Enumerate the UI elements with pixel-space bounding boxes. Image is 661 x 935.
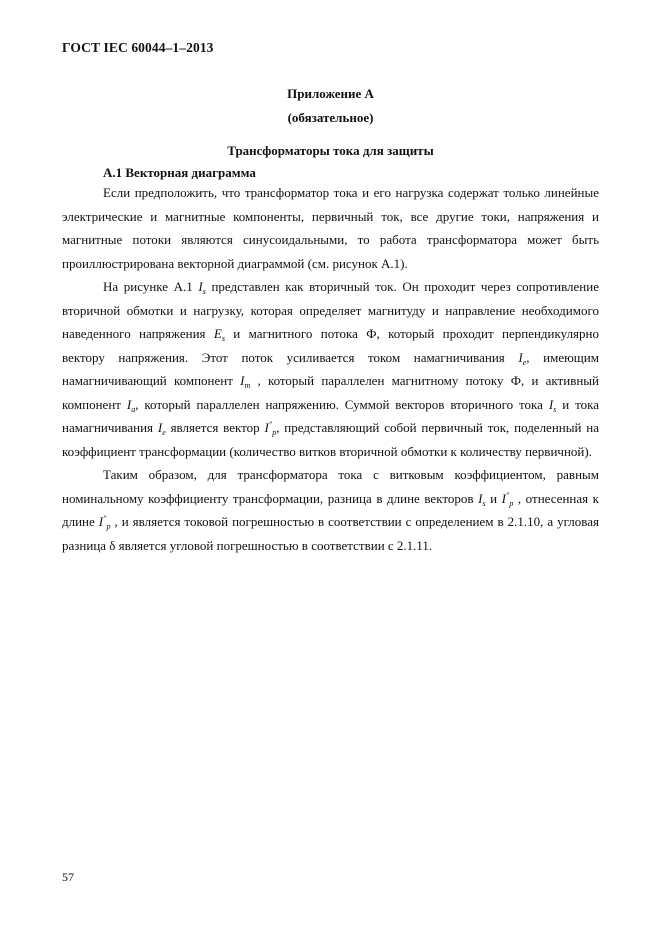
- text-run: является вектор: [165, 420, 265, 435]
- text-run: представлен как вторичный ток. Он проходит через сопротивление вторичной обмотки и нагрузку, которая определяет магнитуду и направление необходимого наведенного напряжения: [62, 279, 599, 341]
- text-run: , имеющим намагничивающий компонент: [62, 349, 599, 388]
- annex-title: Приложение А: [287, 86, 374, 101]
- paragraph-3-text: [62, 463, 599, 557]
- symbol-is: $I_s$: [548, 396, 557, 414]
- symbol-ip-prime: $I^"_p$: [264, 420, 277, 437]
- document-code-header: ГОСТ IEC 60044–1–2013: [62, 40, 214, 55]
- text-run: , отнесенная к длине: [62, 490, 599, 529]
- paragraph-1: [62, 181, 599, 275]
- annex-status: (обязательное): [287, 110, 374, 125]
- symbol-ie: $I_e$: [157, 420, 166, 437]
- symbol-ie: $I_e$: [518, 349, 527, 367]
- page-number: 57: [62, 870, 74, 884]
- symbol-ip-prime: $I^"_p$: [501, 490, 514, 508]
- text-run: и тока намагничивания: [62, 396, 599, 435]
- symbol-ia: $I_a$: [126, 396, 136, 414]
- text-run: и: [485, 490, 502, 506]
- text-run: , который параллелен напряжению. Суммой векторов вторичного тока: [135, 396, 549, 412]
- text-run: , и является токовой погрешностью в соответствии с определением в 2.1.10, а угловая разница δ является угловой погрешностью в соответствии с 2.1.11.: [62, 514, 599, 553]
- paragraph-3: [62, 463, 599, 557]
- section-title: А.1 Векторная диаграмма: [103, 165, 256, 180]
- text-run: и магнитного потока Ф, который проходит перпендикулярно вектору напряжения. Этот поток усиливается током намагничивания: [62, 326, 599, 365]
- symbol-is: $I_s$: [478, 490, 486, 508]
- text-run: Таким образом, для трансформатора тока с витковым коэффициентом, равным номинальному коэффициенту трансформации, разница в длине векторов: [62, 467, 599, 506]
- symbol-ip-prime: $I^"_p$: [98, 514, 111, 531]
- symbol-es: $E_s$: [213, 326, 225, 343]
- paragraph-2-text: [62, 275, 599, 463]
- text-run: На рисунке А.1: [103, 279, 199, 294]
- symbol-is: $I_s$: [198, 279, 206, 296]
- annex-heading: Трансформаторы тока для защиты: [227, 143, 434, 158]
- paragraph-2: [62, 275, 599, 463]
- symbol-im: $I_m$: [240, 373, 251, 390]
- text-run: , представляющий собой первичный ток, поделенный на коэффициент трансформации (количество витков вторичной обмотки к количеству первичной).: [62, 420, 599, 459]
- paragraph-1-text: Если предположить, что трансформатор тока и его нагрузка содержат только линейные электрические и магнитные компоненты, первичный ток, все другие токи, напряжения и магнитные потоки являются синусоидальными, то работа трансформатора может быть проиллюстрирована векторной диаграммой (см. рисунок А.1).: [62, 185, 599, 271]
- text-run: , который параллелен магнитному потоку Ф, и активный компонент: [62, 373, 599, 412]
